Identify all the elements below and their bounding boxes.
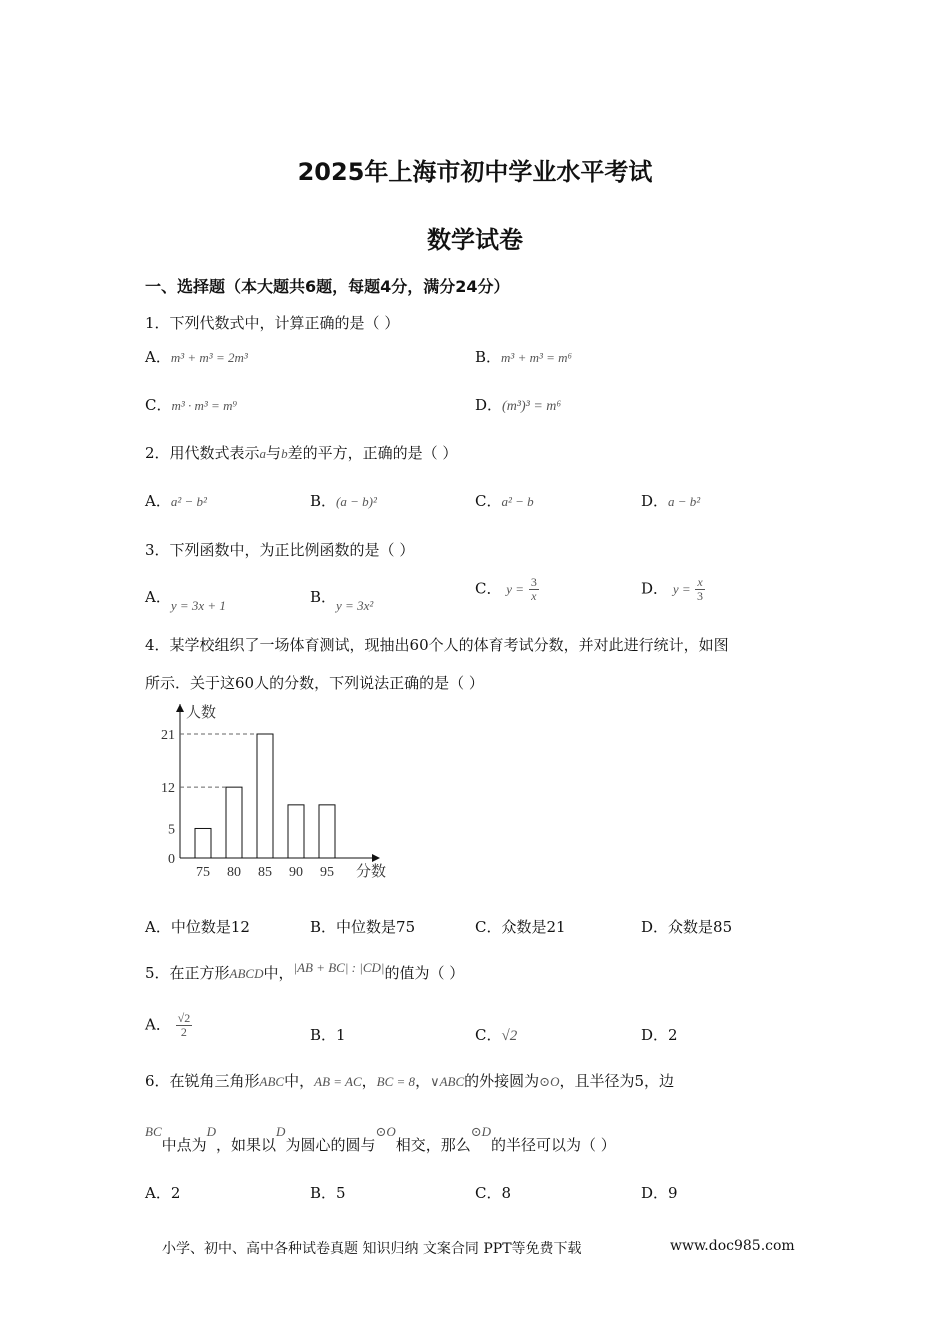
exam-title: 2025年上海市初中学业水平考试	[297, 158, 653, 186]
bar-95	[319, 805, 335, 858]
q6-text-3: ，	[361, 1072, 377, 1090]
q6-option-d: D．9	[641, 1184, 678, 1202]
q6-text-4: ，	[415, 1072, 431, 1090]
q6-circle-o-2: ⊙O	[375, 1124, 396, 1139]
q3-c-numerator: 3	[530, 575, 537, 589]
q4-option-b: B．中位数是75	[310, 918, 416, 936]
y-tick-12: 12	[161, 781, 175, 797]
q6-point-d: D	[206, 1124, 217, 1139]
x-tick-80: 80	[227, 865, 241, 880]
q6-circle-o: ⊙O	[539, 1074, 560, 1089]
q1-option-c-math: m³ · m³ = m⁹	[171, 398, 237, 413]
q3-c-denominator: x	[531, 589, 537, 603]
q2-option-b-label: B．	[310, 492, 337, 510]
q5-stem-post: 的值为（ ）	[384, 964, 465, 982]
q6-triangle-symbol: ∨ABC	[430, 1074, 465, 1089]
q3-d-numerator: x	[697, 575, 703, 589]
q6-text-6: ，且半径为5，边	[559, 1072, 674, 1090]
question-4-stem-line1: 4．某学校组织了一场体育测试，现抽出60个人的体育考试分数，并对此进行统计，如图	[145, 636, 729, 654]
q3-option-a-label: A．	[145, 588, 171, 606]
q5-option-a	[145, 1012, 192, 1039]
q6-line2-e: 的半径可以为（ ）	[491, 1136, 616, 1154]
q4-option-c: C．众数是21	[475, 918, 566, 936]
bar-75	[195, 828, 211, 858]
y-axis-arrow	[176, 704, 184, 712]
bar-85	[257, 734, 273, 858]
x-tick-75: 75	[196, 865, 210, 880]
question-5-stem	[145, 962, 464, 983]
q3-d-denominator: 3	[697, 589, 704, 603]
q3-option-c-fraction	[529, 576, 539, 603]
q1-option-a-label: A．	[145, 348, 171, 366]
q1-option-a	[145, 346, 248, 367]
q5-a-numerator: √2	[177, 1011, 191, 1025]
q4-option-d: D．众数是85	[641, 918, 733, 936]
q3-option-c-lhs: y =	[506, 581, 525, 597]
q3-option-c-label: C．	[475, 579, 502, 598]
q5-option-a-fraction	[176, 1012, 193, 1039]
q4-option-a: A．中位数是12	[145, 918, 250, 936]
q6-eq-bc: BC = 8	[376, 1074, 416, 1089]
q2-option-d-math: a − b²	[668, 494, 701, 509]
q6-eq-ab-ac: AB = AC	[314, 1074, 362, 1089]
question-6-stem-line1	[145, 1070, 674, 1091]
q6-option-b: B．5	[310, 1184, 346, 1202]
footer-url[interactable]: www.doc985.com	[670, 1238, 795, 1254]
q6-triangle-name: ABC	[259, 1074, 285, 1089]
q3-option-c	[475, 576, 539, 603]
x-axis-arrow	[372, 854, 380, 862]
question-2-stem	[145, 442, 457, 463]
q2-option-a-math: a² − b²	[170, 494, 207, 509]
q1-option-d-math: (m³)³ = m⁶	[502, 399, 562, 414]
q6-text-1: 6．在锐角三角形	[145, 1072, 260, 1090]
q2-option-c	[475, 490, 534, 511]
q5-option-d: D．2	[641, 1026, 678, 1044]
y-tick-5: 5	[168, 822, 175, 838]
q6-line2-b: ，如果以	[216, 1136, 277, 1154]
q1-option-a-math: m³ + m³ = 2m³	[170, 350, 248, 365]
q3-option-a	[145, 586, 226, 613]
q2-option-d	[641, 490, 700, 511]
q2-option-a-label: A．	[145, 492, 171, 510]
question-3-stem: 3．下列函数中，为正比例函数的是（ ）	[145, 541, 415, 559]
q3-option-d-label: D．	[641, 579, 669, 598]
q6-text-2: 中，	[284, 1072, 315, 1090]
q1-option-b-label: B．	[475, 348, 502, 366]
q3-option-b-math: y = 3x²	[336, 598, 374, 613]
q2-var-b: b	[281, 446, 288, 461]
q5-option-b: B．1	[310, 1026, 346, 1044]
q6-option-a: A．2	[145, 1184, 181, 1202]
bar-90	[288, 805, 304, 858]
q2-option-b-math: (a − b)²	[336, 494, 377, 509]
q1-option-b	[475, 346, 572, 367]
q5-option-a-label: A．	[145, 1015, 171, 1034]
q5-stem-pre: 5．在正方形	[145, 964, 230, 982]
q2-stem-post: 差的平方，正确的是（ ）	[287, 444, 458, 462]
bar-80	[226, 787, 242, 858]
y-tick-0: 0	[168, 852, 175, 867]
q2-var-a: a	[259, 446, 267, 461]
question-4-stem-line2: 所示．关于这60人的分数，下列说法正确的是（ ）	[145, 674, 484, 692]
x-tick-85: 85	[258, 865, 272, 880]
y-axis-label: 人数	[186, 705, 217, 721]
q3-option-a-math: y = 3x + 1	[170, 598, 226, 613]
q5-stem-mid: 中，	[263, 964, 294, 982]
q2-stem-mid: 与	[266, 444, 282, 462]
question-1-stem: 1．下列代数式中，计算正确的是（ ）	[145, 314, 400, 332]
q2-stem-pre: 2．用代数式表示	[145, 444, 260, 462]
q4-bar-chart	[150, 696, 410, 886]
q6-line2-d: 相交，那么	[395, 1136, 471, 1154]
q3-option-b-label: B．	[310, 588, 337, 606]
q3-option-d	[641, 576, 705, 603]
q1-option-c	[145, 394, 237, 415]
q5-a-denominator: 2	[180, 1025, 187, 1039]
q2-option-c-label: C．	[475, 492, 502, 510]
y-tick-21: 21	[161, 728, 175, 743]
q5-expression: |AB + BC| : |CD|	[293, 960, 385, 975]
section-heading: 一、选择题（本大题共6题，每题4分，满分24分）	[145, 277, 510, 296]
q5-option-c	[475, 1024, 517, 1045]
q1-option-b-math: m³ + m³ = m⁶	[501, 350, 573, 365]
q3-option-b	[310, 586, 374, 613]
exam-subtitle: 数学试卷	[427, 226, 523, 254]
q5-option-c-math: √2	[501, 1028, 518, 1044]
q5-option-c-label: C．	[475, 1026, 502, 1044]
q6-point-d-2: D	[276, 1124, 286, 1139]
q5-shape-name: ABCD	[229, 966, 264, 981]
q1-option-c-label: C．	[145, 396, 172, 414]
q6-option-c: C．8	[475, 1184, 512, 1202]
q6-line2-c: 为圆心的圆与	[285, 1136, 376, 1154]
q6-text-5: 的外接圆为	[464, 1072, 540, 1090]
question-6-stem-line2	[145, 1124, 616, 1155]
q1-option-d	[475, 394, 561, 415]
q1-option-d-label: D．	[475, 396, 503, 414]
q3-option-d-fraction	[695, 576, 704, 603]
q6-segment-bc: BC	[145, 1124, 162, 1139]
q2-option-a	[145, 490, 207, 511]
q2-option-b	[310, 490, 377, 511]
x-tick-95: 95	[320, 865, 334, 880]
x-axis-label: 分数	[356, 864, 387, 880]
x-tick-90: 90	[289, 865, 303, 880]
q2-option-d-label: D．	[641, 492, 669, 510]
q6-circle-d: ⊙D	[470, 1124, 492, 1139]
q6-line2-a: 中点为	[161, 1136, 207, 1154]
q2-option-c-math: a² − b	[501, 494, 534, 509]
footer-text: 小学、初中、高中各种试卷真题 知识归纳 文案合同 PPT等免费下载	[162, 1241, 582, 1257]
q3-option-d-lhs: y =	[672, 581, 691, 597]
